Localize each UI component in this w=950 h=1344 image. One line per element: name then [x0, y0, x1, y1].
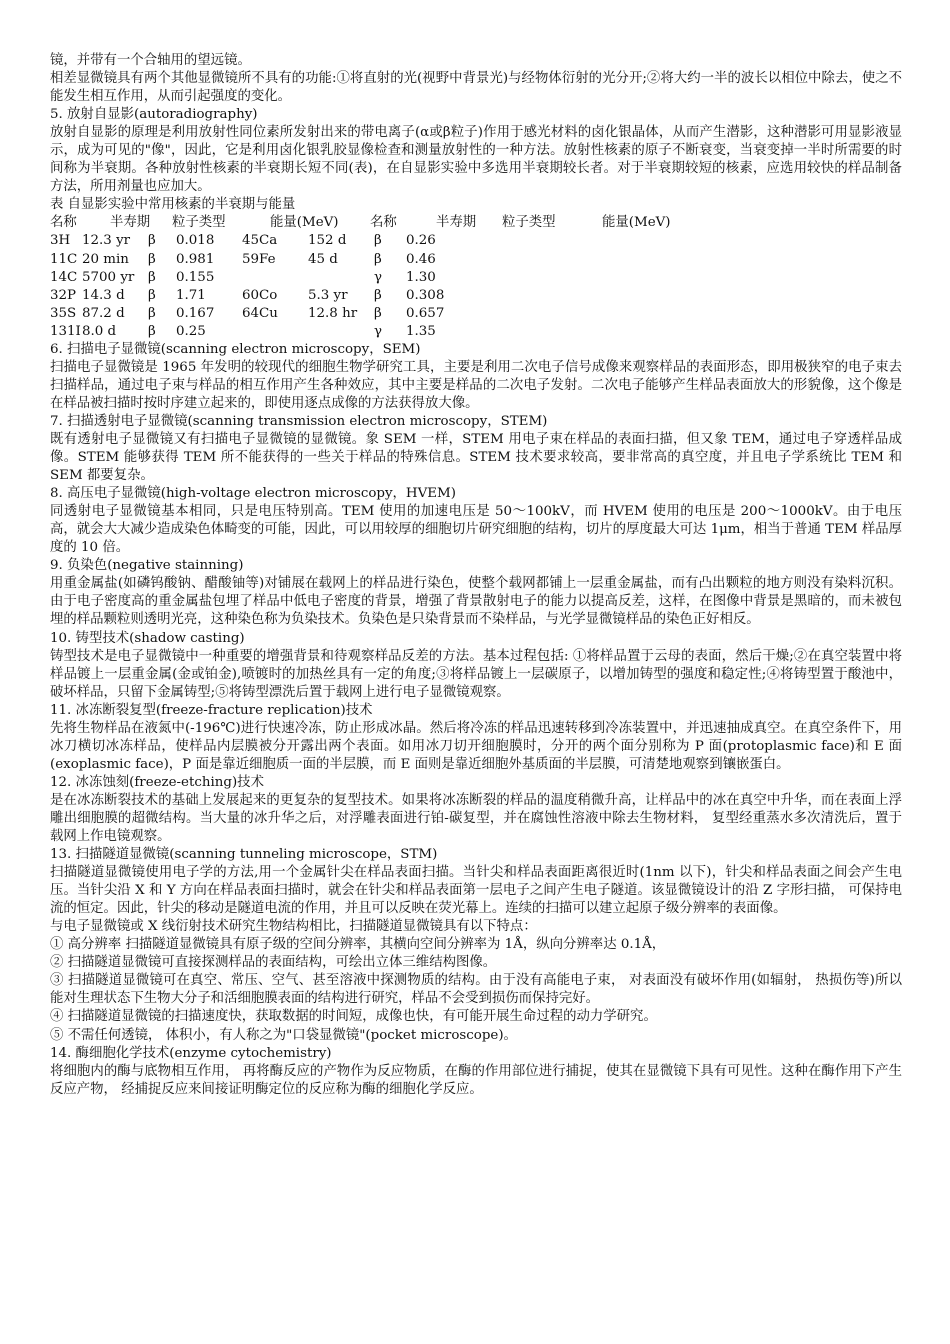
table-header-cell: 名称	[370, 215, 397, 231]
table-caption: 表 自显影实验中常用核素的半衰期与能量	[50, 197, 296, 213]
section-heading: 6. 扫描电子显微镜(scanning electron microscopy，SEM)	[50, 341, 421, 357]
intro-line-1: 镜，并带有一个合轴用的望远镜。	[50, 53, 251, 68]
table-cell: 1.71	[176, 287, 206, 303]
section-paragraph: ④ 扫描隧道显微镜的扫描速度快，获取数据的时间短，成像也快，有可能开展生命过程的动力学研究。	[50, 1009, 657, 1025]
table-cell: 45Ca	[242, 233, 278, 249]
table-cell: 0.46	[406, 251, 436, 267]
intro-line-2: 相差显微镜具有两个其他显微镜所不具有的功能:①将直射的光(视野中背景光)与经物体衍射的光分开;②将大约一半的波长以相位中除去，使之不能发生相互作用，从而引起强度的变化。	[50, 71, 902, 105]
table-cell: 8.0 d	[82, 323, 117, 339]
table-cell: 0.25	[176, 323, 206, 339]
table-row	[50, 269, 466, 287]
section-heading: 8. 高压电子显微镜(high-voltage electron microscopy，HVEM)	[50, 486, 456, 502]
table-cell: 60Co	[242, 287, 278, 303]
section-heading: 13. 扫描隧道显微镜(scanning tunneling microscope，STM)	[50, 847, 438, 863]
table-cell: β	[148, 323, 156, 339]
table-cell: 11C	[50, 251, 78, 267]
section-paragraph: 同透射电子显微镜基本相同，只是电压特别高。TEM 使用的加速电压是 50～100kV，而 HVEM 使用的电压是 200～1000kV。由于电压高，就会大大减少造成染色体畸变的可能，因此，可以用较厚的细胞切片研究细胞的结构，切片的厚度最大可达 1μm，相当于普通 TEM 样品厚度的 10 倍。	[50, 504, 902, 556]
section-heading: 9. 负染色(negative stainning)	[50, 558, 244, 574]
table-cell: β	[148, 269, 156, 285]
table-cell: β	[148, 305, 156, 321]
document-page	[50, 52, 902, 1099]
section-paragraph: 铸型技术是电子显微镜中一种重要的增强背景和待观察样品反差的方法。基本过程包括: ①将样品置于云母的表面，然后干燥;②在真空装置中将样品镀上一层重金属(金或铂金),喷镀时的加热丝具有一定的角度;③将样品镀上一层碳原子，以增加铸型的强度和稳定性;④将铸型置于酸池中，破坏样品，只留下金属铸型;⑤将铸型漂洗后置于载网上进行电子显微镜观察。	[50, 648, 902, 700]
section-heading: 10. 铸型技术(shadow casting)	[50, 630, 245, 646]
table-cell: 0.155	[176, 269, 215, 285]
section-heading: 12. 冰冻蚀刻(freeze-etching)技术	[50, 774, 264, 790]
table-cell: 5700 yr	[82, 269, 135, 285]
section-paragraph: 是在冰冻断裂技术的基础上发展起来的更复杂的复型技术。如果将冰冻断裂的样品的温度稍微升高，让样品中的冰在真空中升华，而在表面上浮雕出细胞膜的超微结构。当大量的冰升华之后，对浮雕表面进行铂-碳复型，并在腐蚀性溶液中除去生物材料， 复型经重蒸水多次清洗后，置于载网上作电镜观察。	[50, 792, 902, 845]
table-header-cell: 粒子类型	[502, 215, 556, 231]
table-cell: β	[148, 287, 156, 303]
isotope-table-body	[50, 232, 466, 340]
section-paragraph: ③ 扫描隧道显微镜可在真空、常压、空气、甚至溶液中探测物质的结构。由于没有高能电子束， 对表面没有破坏作用(如辐射， 热损伤等)所以能对生理状态下生物大分子和活细胞膜表面的结构进行研究，样品不会受到损伤而保持完好。	[50, 973, 902, 1007]
table-cell: 0.657	[406, 305, 445, 321]
section-paragraph: ⑤ 不需任何透镜， 体积小，有人称之为"口袋显微镜"(pocket microscope)。	[50, 1027, 517, 1043]
table-cell: 0.981	[176, 251, 215, 267]
table-cell: 0.308	[406, 287, 445, 303]
table-cell: 152 d	[308, 233, 347, 249]
section-paragraph: ① 高分辨率 扫描隧道显微镜具有原子级的空间分辨率，其横向空间分辨率为 1Å，纵向分辨率达 0.1Å，	[50, 937, 666, 953]
table-cell: β	[374, 233, 382, 249]
table-header-row	[50, 214, 671, 232]
section-paragraph: ② 扫描隧道显微镜可直接探测样品的表面结构，可绘出立体三维结构图像。	[50, 955, 497, 971]
sections-container	[50, 341, 902, 1099]
table-cell: 1.30	[406, 269, 436, 285]
table-header-cell: 半寿期	[436, 215, 477, 231]
section-heading: 7. 扫描透射电子显微镜(scanning transmission electron microscopy，STEM)	[50, 413, 548, 429]
table-header-cell: 名称	[50, 215, 77, 231]
table-cell: γ	[374, 269, 383, 285]
table-cell: β	[374, 251, 382, 267]
table-cell: 64Cu	[242, 305, 278, 321]
table-row	[50, 287, 466, 305]
section-paragraph: 用重金属盐(如磷钨酸钠、醋酸铀等)对铺展在载网上的样品进行染色，使整个载网都铺上一层重金属盐，而有凸出颗粒的地方则没有染料沉积。由于电子密度高的重金属盐包埋了样品中低电子密度的背景，增强了背景散射电子的能力以提高反差，这样，在图像中背景是黑暗的，而未被包埋的样品颗粒则透明光亮，这种染色称为负染技术。负染色是只染背景而不染样品，与光学显微镜样品的染色正好相反。	[50, 576, 902, 628]
table-cell: 12.8 hr	[308, 305, 358, 321]
table-cell	[242, 323, 308, 341]
section-heading: 11. 冰冻断裂复型(freeze-fracture replication)技术	[50, 702, 373, 718]
table-cell: 131I	[50, 323, 81, 339]
table-cell: 3H	[50, 233, 71, 249]
section-paragraph: 与电子显微镜或 X 线衍射技术研究生物结构相比，扫描隧道显微镜具有以下特点：	[50, 919, 537, 935]
table-cell: β	[148, 251, 156, 267]
table-cell	[308, 323, 374, 341]
table-row	[50, 232, 466, 250]
table-cell: 0.26	[406, 233, 436, 249]
table-cell: 45 d	[308, 251, 338, 267]
table-cell: γ	[374, 323, 383, 339]
table-cell: 0.167	[176, 305, 215, 321]
table-cell: 59Fe	[242, 251, 276, 267]
table-header-cell: 能量(MeV)	[270, 215, 339, 231]
section-paragraph: 扫描隧道显微镜使用电子学的方法,用一个金属针尖在样品表面扫描。当针尖和样品表面距离很近时(1nm 以下)，针尖和样品表面之间会产生电压。当针尖沿 X 和 Y 方向在样品表面扫描时，就会在针尖和样品表面第一层电子之间产生电子隧道。该显微镜设计的沿 Z 字形扫描， 可保持电流的恒定。因此，针尖的移动是隧道电流的作用，并且可以反映在荧光幕上。连续的扫描可以建立起原子级分辨率的表面像。	[50, 865, 902, 917]
table-cell: 1.35	[406, 323, 436, 339]
section-paragraph: 将细胞内的酶与底物相互作用， 再将酶反应的产物作为反应物质，在酶的作用部位进行捕捉，使其在显微镜下具有可见性。这种在酶作用下产生反应产物， 经捕捉反应来间接证明酶定位的反应称为酶的细胞化学反应。	[50, 1063, 902, 1097]
isotope-table	[50, 214, 671, 232]
table-cell: 32P	[50, 287, 77, 303]
section-heading: 14. 酶细胞化学技术(enzyme cytochemistry)	[50, 1045, 332, 1061]
table-cell	[308, 269, 374, 287]
table-row	[50, 323, 466, 341]
table-header-cell: 半寿期	[110, 215, 151, 231]
table-cell: β	[148, 233, 156, 249]
table-header-cell: 粒子类型	[172, 215, 226, 231]
table-row	[50, 305, 466, 323]
table-cell: 14C	[50, 269, 78, 285]
table-cell: β	[374, 287, 382, 303]
section-paragraph-5: 放射自显影的原理是利用放射性同位素所发射出来的带电离子(α或β粒子)作用于感光材料的卤化银晶体，从而产生潜影，这种潜影可用显影液显示，成为可见的"像"，因此，它是利用卤化银乳胶显像检查和测量放射性的一种方法。放射性核素的原子不断衰变，当衰变掉一半时所需要的时间称为半衰期。各种放射性核素的半衰期长短不同(表)，在自显影实验中多选用半衰期较长者。对于半衰期较短的核素，应选用较快的样品制备方法，所用剂量也应加大。	[50, 125, 902, 195]
section-paragraph: 既有透射电子显微镜又有扫描电子显微镜的显微镜。象 SEM 一样，STEM 用电子束在样品的表面扫描，但又象 TEM，通过电子穿透样品成像。STEM 能够获得 TEM 所不能获得的一些关于样品的特殊信息。STEM 技术要求较高，要非常高的真空度，并且电子学系统比 TEM 和 SEM 都要复杂。	[50, 431, 902, 484]
section-paragraph: 扫描电子显微镜是 1965 年发明的较现代的细胞生物学研究工具，主要是利用二次电子信号成像来观察样品的表面形态，即用极狭窄的电子束去扫描样品，通过电子束与样品的相互作用产生各种效应，其中主要是样品的二次电子发射。二次电子能够产生样品表面放大的形貌像，这个像是在样品被扫描时按时序建立起来的，即使用逐点成像的方法获得放大像。	[50, 359, 902, 411]
table-cell: 14.3 d	[82, 287, 125, 303]
table-cell: 35S	[50, 305, 77, 321]
table-cell: 0.018	[176, 233, 215, 249]
section-paragraph: 先将生物样品在液氮中(-196℃)进行快速冷冻，防止形成冰晶。然后将冷冻的样品迅速转移到冷冻装置中，并迅速抽成真空。在真空条件下，用冰刀横切冰冻样品，使样品内层膜被分开露出两个表面。如用冰刀切开细胞膜时，分开的两个面分别称为 P 面(protoplasmic face)和 E 面(exoplasmic face)，P 面是靠近细胞质一面的半层膜，而 E 面则是靠近细胞外基质面的半层膜，可清楚地观察到镶嵌蛋白。	[50, 720, 902, 772]
table-cell: β	[374, 305, 382, 321]
section-heading-5: 5. 放射自显影(autoradiography)	[50, 107, 258, 123]
table-cell: 87.2 d	[82, 305, 125, 321]
table-cell: 12.3 yr	[82, 233, 131, 249]
table-cell	[242, 269, 308, 287]
table-row	[50, 251, 466, 269]
table-header-cell: 能量(MeV)	[602, 215, 671, 231]
table-cell: 20 min	[82, 251, 129, 267]
table-cell: 5.3 yr	[308, 287, 348, 303]
